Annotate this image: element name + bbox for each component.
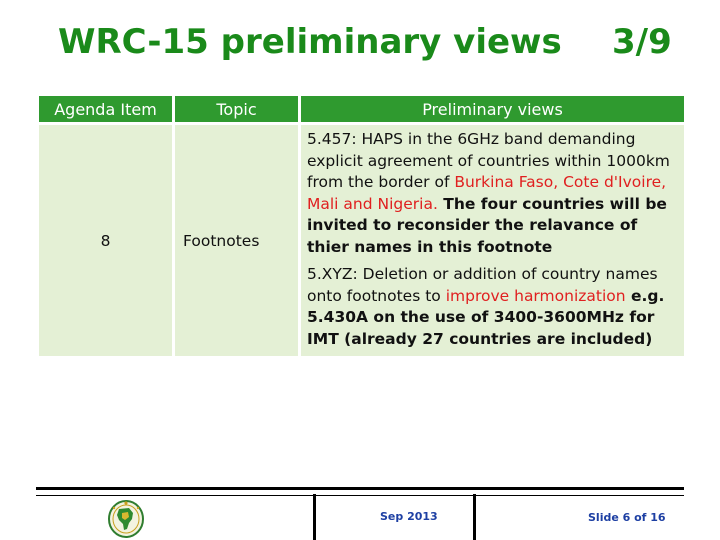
footer-divider <box>36 487 684 496</box>
view-text: 5.457: HAPS in the 6GHz band demanding explicit agreement of countries within 1000km from the border of <box>307 130 670 191</box>
footer-separator <box>473 494 476 540</box>
footer-date: Sep 2013 <box>380 510 438 523</box>
footer-slide-number: Slide 6 of 16 <box>588 511 666 524</box>
slide-title: WRC-15 preliminary views <box>58 22 562 62</box>
view-paragraph-5-xyz <box>307 264 678 350</box>
header-preliminary-views: Preliminary views <box>301 96 684 122</box>
table-row <box>39 125 684 356</box>
topic-cell: Footnotes <box>175 125 298 356</box>
view-highlight: improve harmonization <box>445 286 626 305</box>
footer-separator <box>313 494 316 540</box>
view-paragraph-5-457 <box>307 129 678 258</box>
slide-counter: 3/9 <box>612 22 672 62</box>
view-text: 5.XYZ: Deletion or addition of country names onto footnotes to <box>307 265 658 305</box>
header-topic: Topic <box>175 96 298 122</box>
views-cell <box>301 125 684 356</box>
table-header-row <box>39 96 684 122</box>
view-highlight: Burkina Faso, Cote d'Ivoire, Mali and Nigeria. <box>307 173 667 213</box>
agenda-item-cell: 8 <box>39 125 172 356</box>
view-emphasis: The four countries will be invited to reconsider the relavance of thier names in this footnote <box>307 194 667 256</box>
organization-logo-icon <box>102 499 150 539</box>
agenda-table <box>36 93 687 359</box>
view-emphasis: e.g. 5.430A on the use of 3400-3600MHz for IMT (already 27 countries are included) <box>307 286 665 348</box>
header-agenda-item: Agenda Item <box>39 96 172 122</box>
